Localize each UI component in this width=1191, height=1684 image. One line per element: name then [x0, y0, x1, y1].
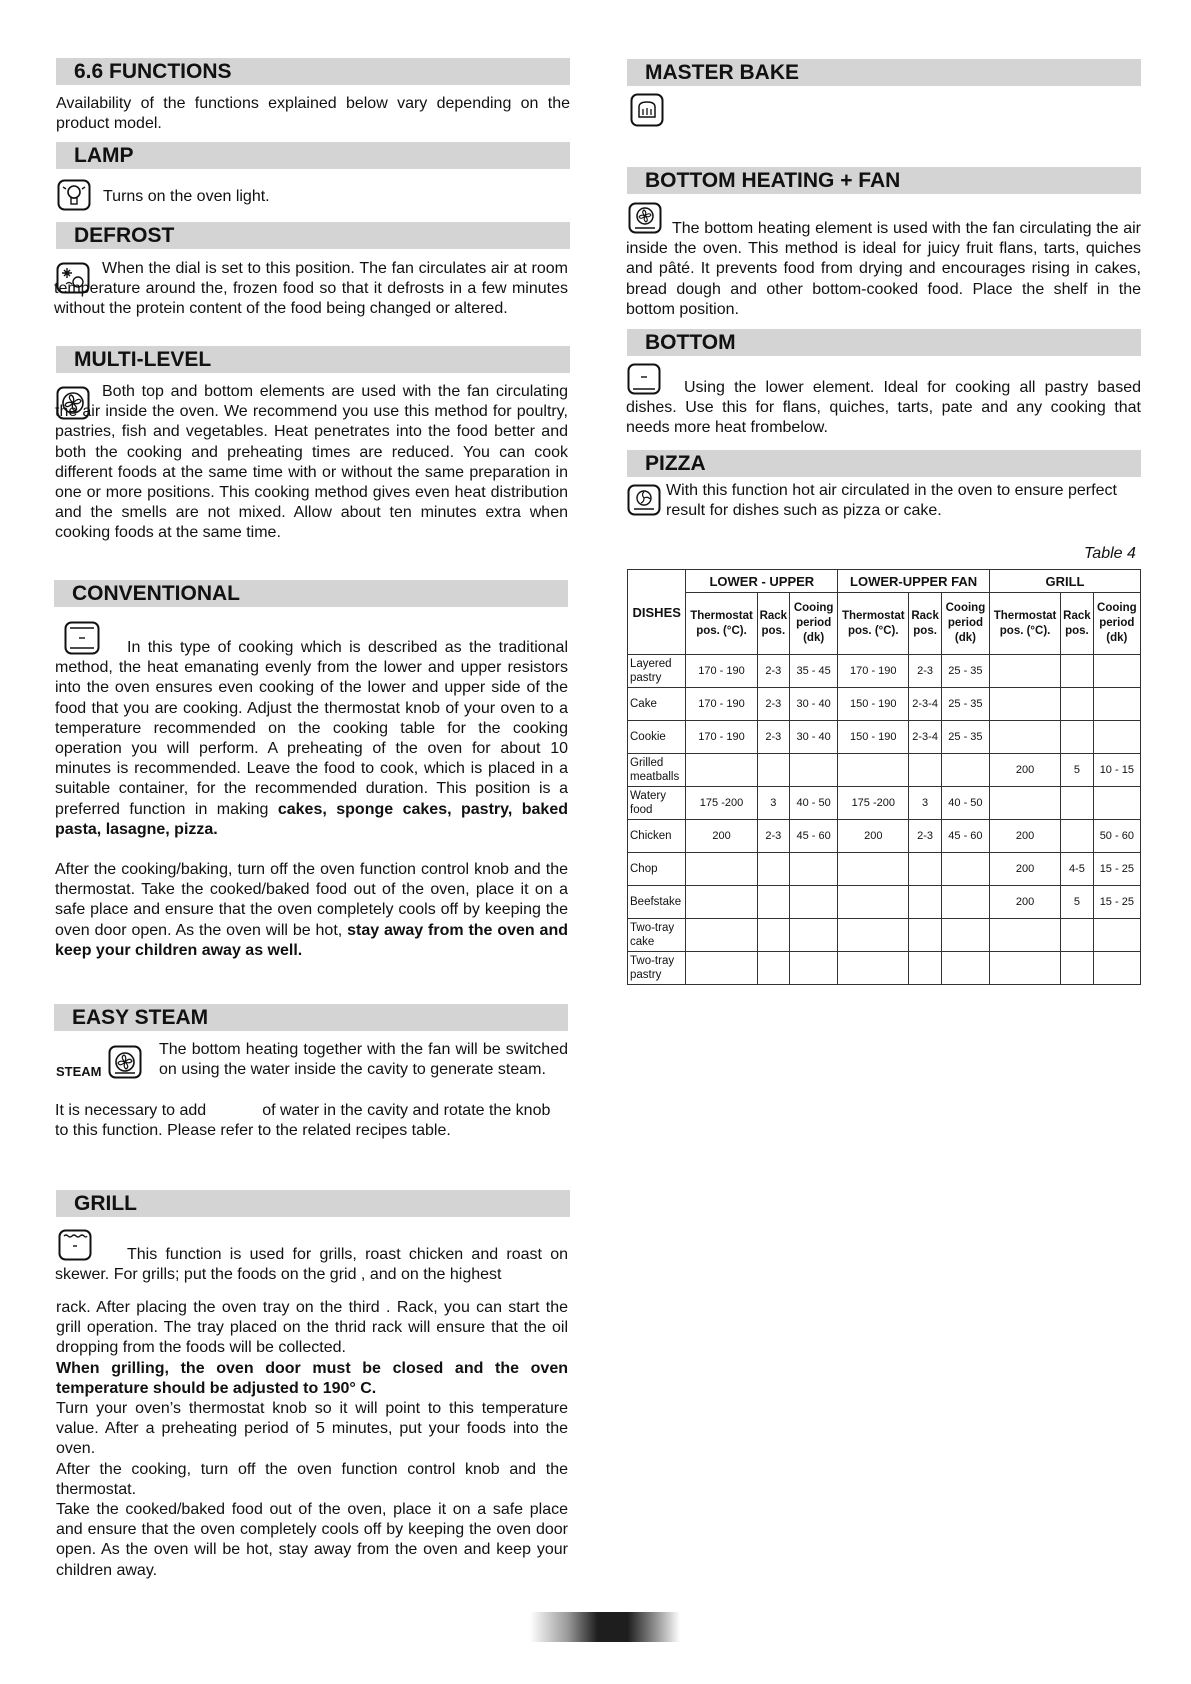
table-row: [628, 787, 1141, 820]
dish-name: Chop: [628, 853, 686, 886]
table-cell: [838, 952, 909, 985]
table-cell: 170 - 190: [686, 688, 757, 721]
table-cell: [1061, 919, 1094, 952]
table-cell: [790, 853, 838, 886]
grill-text-2-body: rack. After placing the oven tray on the third . Rack, you can start the grill operation. The tray placed on the thrid rack will ensure that the oil dropping from the foods will be collected.: [56, 1299, 568, 1357]
table-cell: [686, 853, 757, 886]
table-cell: 2-3: [757, 688, 790, 721]
section-title-grill: GRILL: [56, 1190, 570, 1217]
table-row: [628, 754, 1141, 787]
table-cell: [790, 919, 838, 952]
table-cell: 3: [757, 787, 790, 820]
table-cell: 15 - 25: [1093, 886, 1140, 919]
conventional-after-bold: stay away from the oven and keep your children away as well.: [55, 921, 568, 959]
table-cell: 45 - 60: [941, 820, 989, 853]
easysteam-text-2: [55, 1101, 568, 1141]
section-title-pizza: PIZZA: [627, 450, 1141, 477]
table-cell: 4-5: [1061, 853, 1094, 886]
table-cell: 3: [909, 787, 942, 820]
table-cell: [686, 886, 757, 919]
sub-header-thermostat: Thermostat pos. (°C).: [990, 593, 1061, 655]
table-cell: [990, 688, 1061, 721]
table-cell: [1093, 655, 1140, 688]
section-title-conventional: CONVENTIONAL: [54, 580, 568, 607]
easysteam-text-2b: of water in the cavity and rotate the knob to this function. Please refer to the related recipes table.: [55, 1102, 551, 1140]
grill-text-2: [56, 1298, 568, 1581]
table-cell: 200: [838, 820, 909, 853]
table-cell: 45 - 60: [790, 820, 838, 853]
table-cell: [941, 853, 989, 886]
table-cell: 35 - 45: [790, 655, 838, 688]
table-cell: 170 - 190: [686, 655, 757, 688]
dish-name: Cake: [628, 688, 686, 721]
dishes-header: DISHES: [628, 570, 686, 655]
table-cell: 5: [1061, 886, 1094, 919]
table-cell: 150 - 190: [838, 721, 909, 754]
table-row: [628, 919, 1141, 952]
table-row: [628, 853, 1141, 886]
table-cell: [686, 919, 757, 952]
sub-header-period: Cooing period (dk): [1093, 593, 1140, 655]
grill-text-1: This function is used for grills, roast chicken and roast on skewer. For grills; put the foods on the grid , and on the highest: [55, 1246, 568, 1284]
table-cell: 200: [686, 820, 757, 853]
table-cell: [838, 919, 909, 952]
dish-name: Cookie: [628, 721, 686, 754]
table-cell: [1093, 919, 1140, 952]
table-cell: 15 - 25: [1093, 853, 1140, 886]
dish-name: Two-tray pastry: [628, 952, 686, 985]
table-cell: [757, 754, 790, 787]
table-cell: 200: [990, 853, 1061, 886]
table-cell: [990, 787, 1061, 820]
sub-header-period: Cooing period (dk): [941, 593, 989, 655]
table-cell: 200: [990, 820, 1061, 853]
table-cell: [790, 886, 838, 919]
steam-fan-icon: [108, 1045, 142, 1079]
multilevel-text: Both top and bottom elements are used with the fan circulating the air inside the oven. We recommend you use this method for poultry, pastries, fish and vegetables. Heat penetrates into the food better and both the cooking and preheating times are reduced. You can cook different foods at the same time with or without the same preparation in one or more positions. This cooking method gives even heat distribution and the smells are not mixed. Allow about ten minutes extra when cooking foods at the same time.: [55, 383, 568, 542]
grill-text-3: Turn your oven’s thermostat knob so it will point to this temperature value. After a preheating period of 5 minutes, put your foods into the oven.: [56, 1400, 568, 1458]
conventional-after-body: After the cooking/baking, turn off the oven function control knob and the thermostat. Take the cooked/baked food out of the oven, place it on a safe place and ensure that the oven completely cools off by keeping the oven door open. As the oven will be hot,: [55, 861, 568, 939]
easysteam-text: The bottom heating together with the fan will be switched on using the water inside the cavity to generate steam.: [159, 1041, 568, 1079]
conventional-text-bold: cakes, sponge cakes, pastry, baked pasta, lasagne, pizza.: [55, 800, 568, 838]
table-cell: [909, 754, 942, 787]
table-cell: 200: [990, 754, 1061, 787]
table-cell: [941, 952, 989, 985]
table-cell: [757, 919, 790, 952]
section-title-easysteam: EASY STEAM: [54, 1004, 568, 1031]
table-cell: 30 - 40: [790, 721, 838, 754]
table-row: [628, 688, 1141, 721]
table-cell: 40 - 50: [941, 787, 989, 820]
table-cell: [1093, 787, 1140, 820]
table-cell: [1061, 820, 1094, 853]
table-cell: [757, 853, 790, 886]
bottom-text: Using the lower element. Ideal for cooking all pastry based dishes. Use this for flans, quiches, tarts, pate and any cooking that needs more heat frombelow.: [626, 379, 1141, 437]
dish-name: Watery food: [628, 787, 686, 820]
table-cell: [909, 886, 942, 919]
table-cell: [990, 952, 1061, 985]
table-row: [628, 952, 1141, 985]
table-cell: [941, 754, 989, 787]
grill-text-5: Take the cooked/baked food out of the oven, place it on a safe place and ensure that the oven completely cools off by keeping the oven door open. As the oven will be hot, stay away from the oven and keep your children away.: [56, 1501, 568, 1579]
conventional-text-after: [55, 860, 568, 961]
table-cell: [990, 655, 1061, 688]
dish-name: Beefstake: [628, 886, 686, 919]
table-cell: 200: [990, 886, 1061, 919]
table-cell: 2-3: [757, 655, 790, 688]
easysteam-text-2a: It is necessary to add: [55, 1102, 207, 1119]
table-row: [628, 655, 1141, 688]
table-cell: [1061, 688, 1094, 721]
table-cell: [1093, 688, 1140, 721]
group-header-grill: GRILL: [990, 570, 1141, 593]
table-cell: [790, 754, 838, 787]
section-title-bottom: BOTTOM: [627, 329, 1141, 356]
section-title-defrost: DEFROST: [56, 222, 570, 249]
sub-header-rack: Rack pos.: [909, 593, 942, 655]
grill-text-4: After the cooking, turn off the oven function control knob and the thermostat.: [56, 1460, 568, 1498]
cooking-table: [627, 569, 1141, 985]
table-cell: 50 - 60: [1093, 820, 1140, 853]
functions-intro: Availability of the functions explained below vary depending on the product model.: [56, 95, 570, 133]
table-cell: [909, 853, 942, 886]
table-cell: 25 - 35: [941, 655, 989, 688]
table-cell: [838, 853, 909, 886]
table-cell: 170 - 190: [686, 721, 757, 754]
table-cell: [1061, 655, 1094, 688]
sub-header-rack: Rack pos.: [1061, 593, 1094, 655]
table-cell: [1061, 787, 1094, 820]
table-cell: 5: [1061, 754, 1094, 787]
table-cell: [1093, 721, 1140, 754]
group-header-lower-upper-fan: LOWER-UPPER FAN: [838, 570, 990, 593]
table-cell: 30 - 40: [790, 688, 838, 721]
sub-header-period: Cooing period (dk): [790, 593, 838, 655]
table-cell: 25 - 35: [941, 721, 989, 754]
table-cell: [838, 886, 909, 919]
pizza-text: With this function hot air circulated in the oven to ensure perfect result for dishes such as pizza or cake.: [666, 482, 1117, 520]
page-footer-bar: [530, 1612, 680, 1642]
table-cell: [686, 754, 757, 787]
table-cell: 25 - 35: [941, 688, 989, 721]
table-cell: [790, 952, 838, 985]
table-cell: 150 - 190: [838, 688, 909, 721]
table-cell: [757, 886, 790, 919]
defrost-text: When the dial is set to this position. The fan circulates air at room temperature around the, frozen food so that it defrosts in a few minutes without the protein content of the food being changed or altered.: [54, 260, 568, 318]
table-row: [628, 820, 1141, 853]
sub-header-rack: Rack pos.: [757, 593, 790, 655]
table-cell: [990, 721, 1061, 754]
table-cell: 2-3: [909, 655, 942, 688]
bottomfan-text: The bottom heating element is used with the fan circulating the air inside the oven. This method is ideal for juicy fruit flans, tarts, quiches and pâté. It prevents food from drying and encourages rising in cakes, bread dough and other bottom-cooked food. Place the shelf in the bottom position.: [626, 220, 1141, 318]
table-cell: 2-3: [757, 721, 790, 754]
master-bake-icon: [630, 93, 664, 127]
dish-name: Grilled meatballs: [628, 754, 686, 787]
table-cell: 170 - 190: [838, 655, 909, 688]
table-cell: 175 -200: [838, 787, 909, 820]
conventional-text: [55, 638, 568, 840]
table-row: [628, 886, 1141, 919]
table-cell: 2-3-4: [909, 721, 942, 754]
section-title-masterbake: MASTER BAKE: [627, 59, 1141, 86]
table-cell: 175 -200: [686, 787, 757, 820]
table-row: [628, 721, 1141, 754]
section-title-bottomfan: BOTTOM HEATING + FAN: [627, 167, 1141, 194]
table-cell: 2-3: [909, 820, 942, 853]
table-cell: [909, 919, 942, 952]
table-cell: [757, 952, 790, 985]
table-cell: [941, 886, 989, 919]
table-cell: 2-3: [757, 820, 790, 853]
table-cell: [990, 919, 1061, 952]
pizza-icon: [627, 484, 661, 516]
lamp-text: Turns on the oven light.: [103, 188, 270, 205]
steam-label: STEAM: [56, 1064, 102, 1079]
section-title-multilevel: MULTI-LEVEL: [56, 346, 570, 373]
sub-header-thermostat: Thermostat pos. (°C).: [686, 593, 757, 655]
sub-header-thermostat: Thermostat pos. (°C).: [838, 593, 909, 655]
table-cell: [686, 952, 757, 985]
table-cell: [909, 952, 942, 985]
table-cell: 10 - 15: [1093, 754, 1140, 787]
table-cell: [1061, 721, 1094, 754]
table-cell: [1093, 952, 1140, 985]
group-header-lower-upper: LOWER - UPPER: [686, 570, 838, 593]
table-caption: Table 4: [1084, 545, 1136, 562]
table-cell: [941, 919, 989, 952]
conventional-text-body: In this type of cooking which is described as the traditional method, the heat emanating evenly from the lower and upper resistors into the oven ensures even cooking of the lower and upper side of the food that you are cooking. Adjust the thermostat knob of your oven to a temperature recommended on the cooking table for the cooking operation you will perform. A preheating of the oven for about 10 minutes is recommended. Leave the food to cook, which is placed in a suitable container, for the recommended duration. This position is a preferred function in making: [55, 639, 568, 818]
dish-name: Chicken: [628, 820, 686, 853]
table-cell: 40 - 50: [790, 787, 838, 820]
table-cell: [1061, 952, 1094, 985]
section-title-functions: 6.6 FUNCTIONS: [56, 58, 570, 85]
table-cell: [838, 754, 909, 787]
dish-name: Two-tray cake: [628, 919, 686, 952]
table-cell: 2-3-4: [909, 688, 942, 721]
dish-name: Layered pastry: [628, 655, 686, 688]
section-title-lamp: LAMP: [56, 142, 570, 169]
grill-text-bold: When grilling, the oven door must be closed and the oven temperature should be adjusted to 190° C.: [56, 1359, 568, 1397]
lamp-icon: [57, 179, 91, 211]
